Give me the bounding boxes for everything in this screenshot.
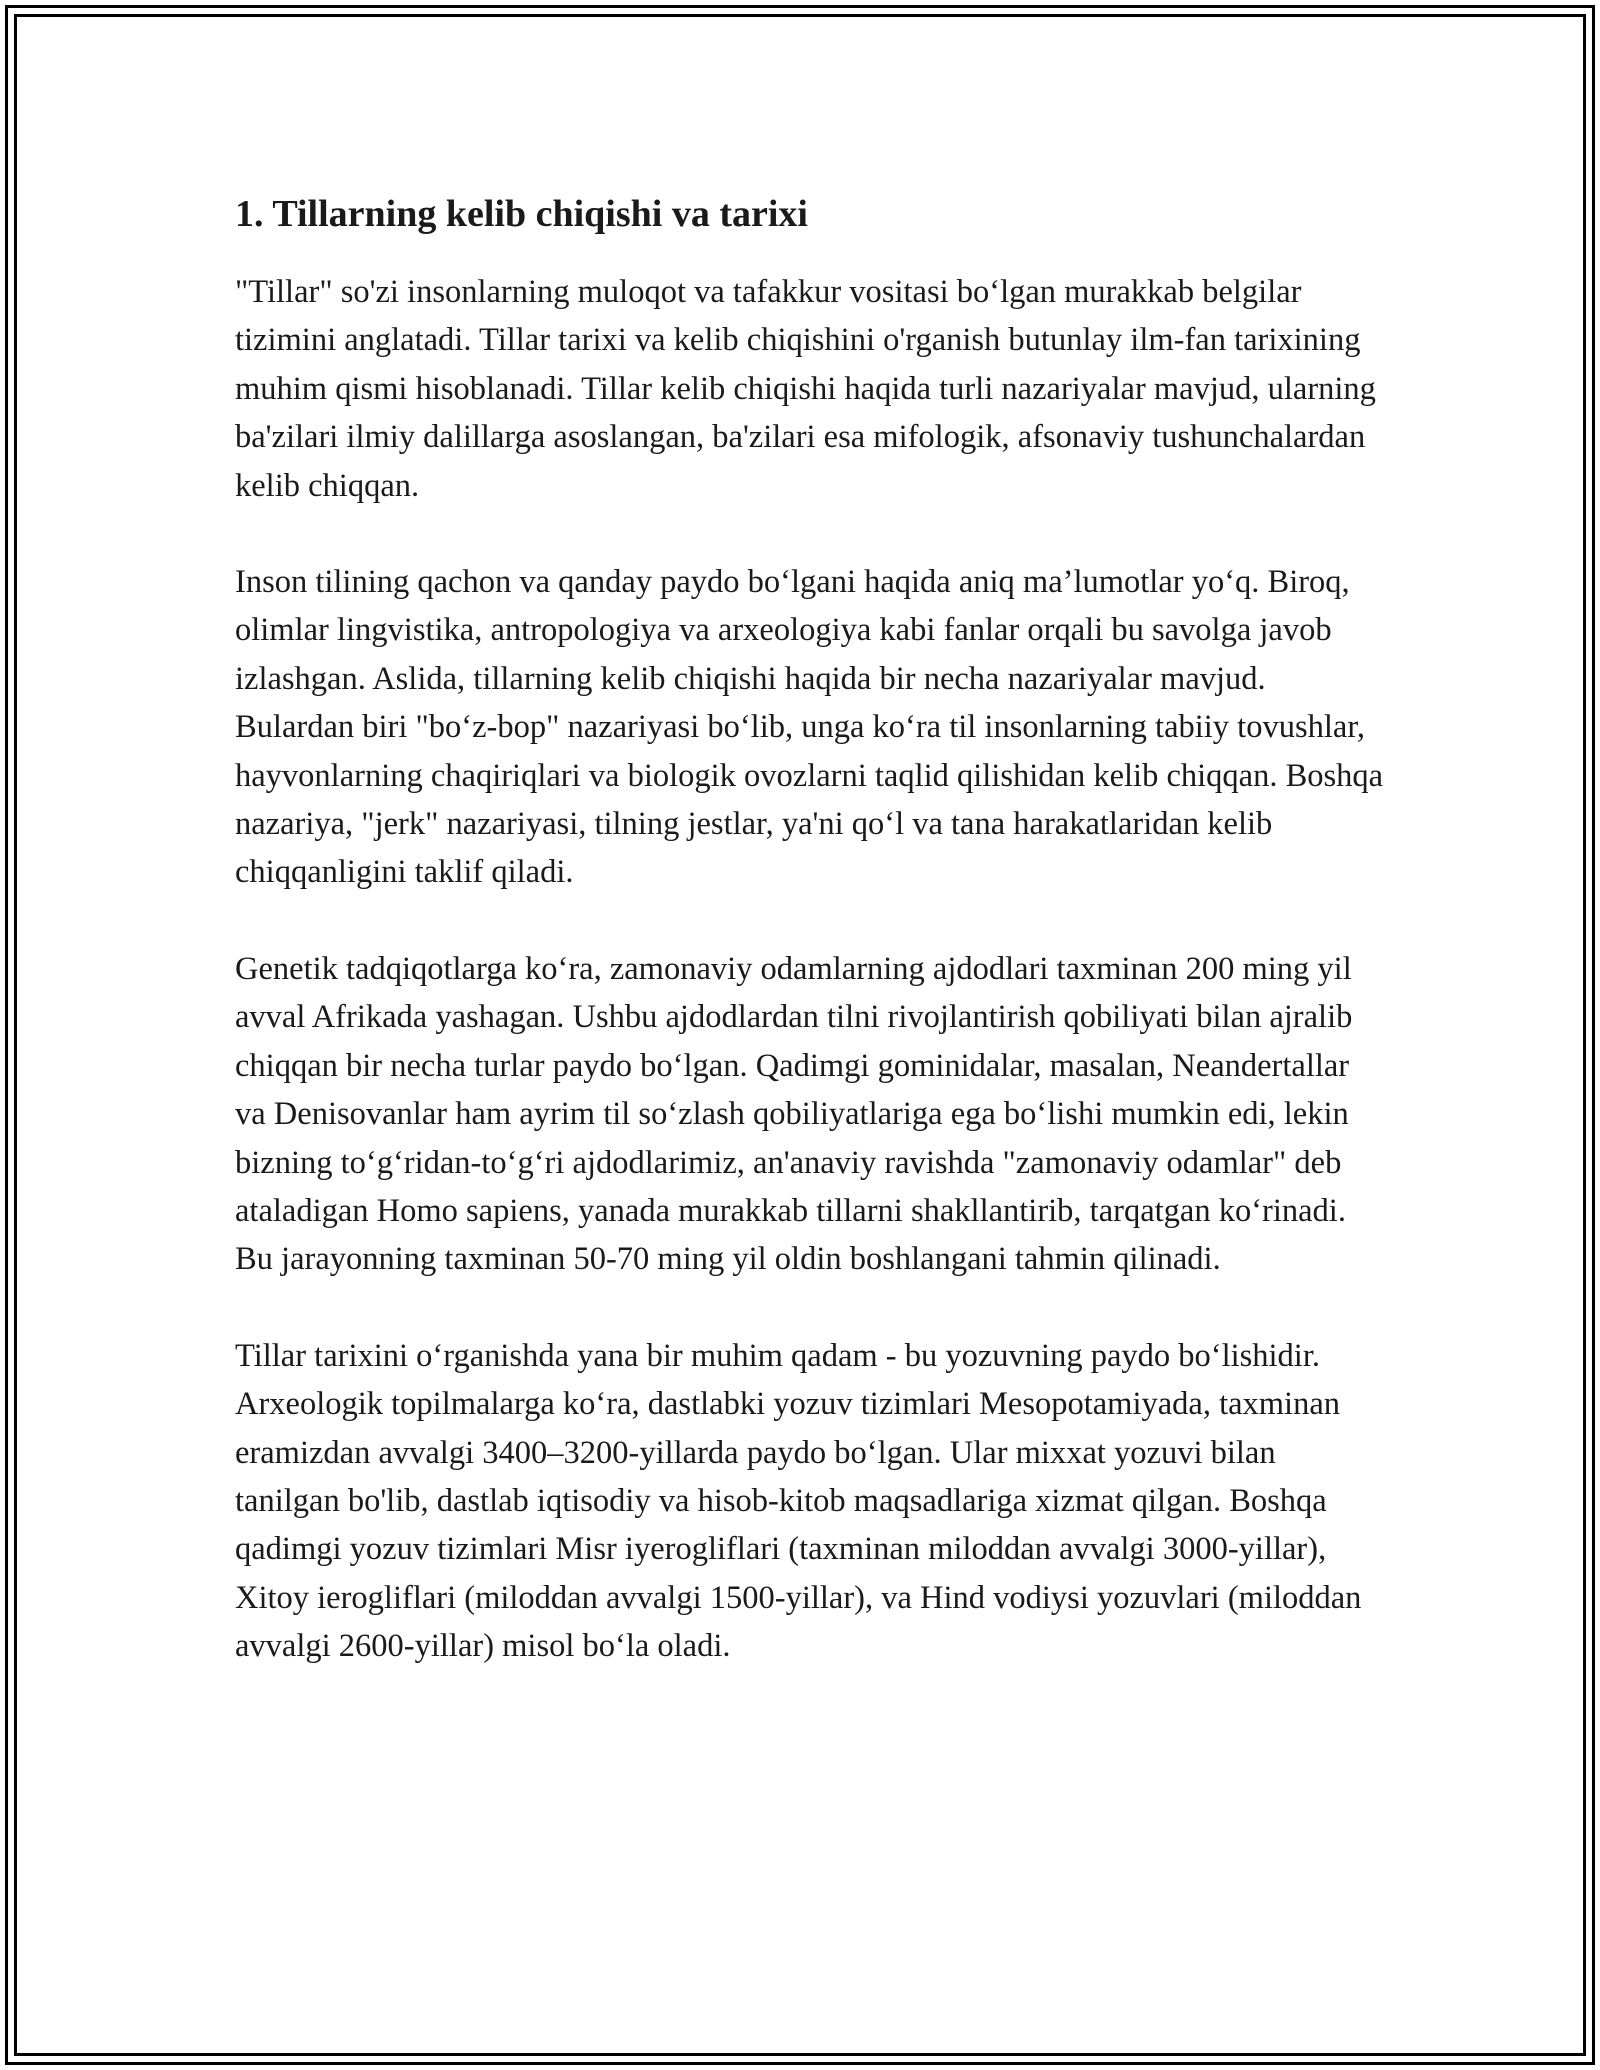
paragraph-3: Genetik tadqiqotlarga koʻra, zamonaviy odamlarning ajdodlari taxminan 200 ming yil avval Afrikada yashagan. Ushbu ajdodlardan tilni rivojlantirish qobiliyati bilan ajralib chiqqan bir necha turlar paydo boʻlgan. Qadimgi gominidalar, masalan, Neandertallar va Denisovanlar ham ayrim til soʻzlash qobiliyatlariga ega boʻlishi mumkin edi, lekin bizning toʻgʻridan-toʻgʻri ajdodlarimiz, an'anaviy ravishda "zamonaviy odamlar" deb ataladigan Homo sapiens, yanada murakkab tillarni shakllantirib, tarqatgan koʻrinadi. Bu jarayonning taxminan 50-70 ming yil oldin boshlangani tahmin qilinadi. — [235, 950, 1353, 1278]
paragraph-2: Inson tilining qachon va qanday paydo boʻlgani haqida aniq ma’lumotlar yoʻq. Biroq, olimlar lingvistika, antropologiya va arxeologiya kabi fanlar orqali bu savolga javob izlashgan. Aslida, tillarning kelib chiqishi haqida bir necha nazariyalar mavjud. Bulardan biri "boʻz-bop" nazariyasi boʻlib, unga koʻra til insonlarning tabiiy tovushlar, hayvonlarning chaqiriqlari va biologik ovozlarni taqlid qilishidan kelib chiqqan. Boshqa nazariya, "jerk" nazariyasi, tilning jestlar, ya'ni qoʻl va tana harakatlaridan kelib chiqqanligini taklif qiladi. — [235, 564, 1384, 891]
section-heading: 1. Tillarning kelib chiqishi va tarixi — [235, 193, 808, 235]
paragraph-1: "Tillar" so'zi insonlarning muloqot va tafakkur vositasi boʻlgan murakkab belgilar tizimini anglatadi. Tillar tarixi va kelib chiqishini o'rganish butunlay ilm-fan tarixining muhim qismi hisoblanadi. Tillar kelib chiqishi haqida turli nazariyalar mavjud, ularning ba'zilari ilmiy dalillarga asoslangan, ba'zilari esa mifologik, afsonaviy tushunchalardan kelib chiqqan. — [235, 274, 1376, 504]
document-body — [235, 186, 1385, 1719]
paragraph-4: Tillar tarixini oʻrganishda yana bir muhim qadam - bu yozuvning paydo boʻlishidir. Arxeologik topilmalarga koʻra, dastlabki yozuv tizimlari Mesopotamiyada, taxminan eramizdan avvalgi 3400–3200-yillarda paydo boʻlgan. Ular mixxat yozuvi bilan tanilgan bo'lib, dastlab iqtisodiy va hisob-kitob maqsadlariga xizmat qilgan. Boshqa qadimgi yozuv tizimlari Misr iyerogliflari (taxminan miloddan avvalgi 3000-yillar), Xitoy ierogliflari (miloddan avvalgi 1500-yillar), va Hind vodiysi yozuvlari (miloddan avvalgi 2600-yillar) misol boʻla oladi. — [235, 1337, 1362, 1665]
